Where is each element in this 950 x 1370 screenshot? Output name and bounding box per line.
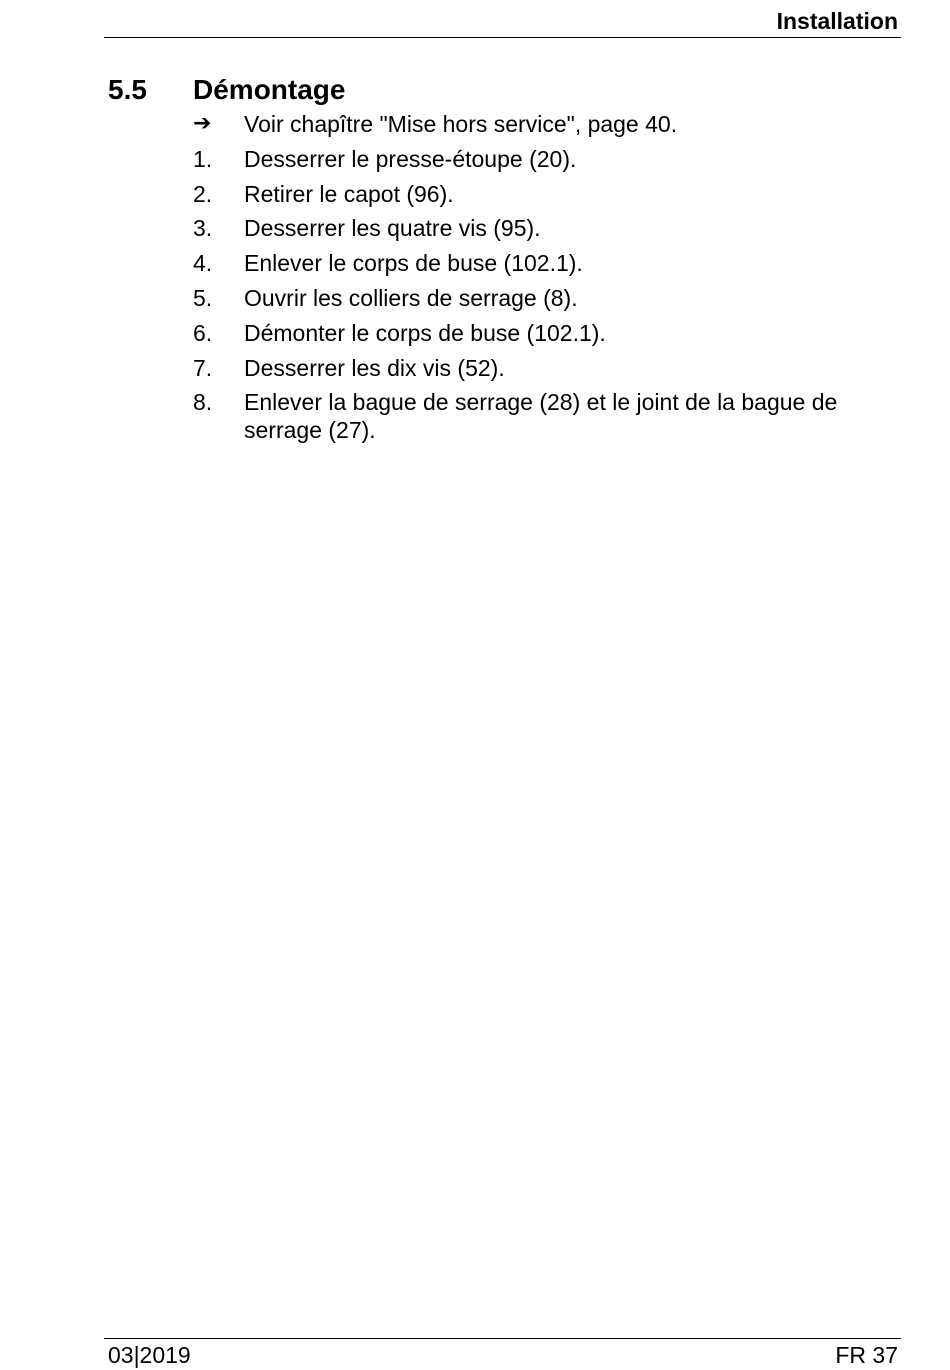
- step-text: Enlever le corps de buse (102.1).: [244, 250, 583, 277]
- step-number: 2.: [193, 180, 213, 207]
- footer-divider: [104, 1338, 901, 1339]
- step-text: Desserrer les quatre vis (95).: [244, 215, 541, 242]
- step-text: Retirer le capot (96).: [244, 180, 454, 207]
- section-number: 5.5: [108, 74, 147, 105]
- step-text: Desserrer les dix vis (52).: [244, 354, 505, 381]
- step-number: 6.: [193, 319, 213, 346]
- step-text: Voir chapître "Mise hors service", page 40.: [244, 111, 678, 137]
- cross-reference-step: [193, 110, 883, 138]
- header-divider: [104, 37, 901, 38]
- list-item: [193, 388, 883, 444]
- list-item: [193, 249, 883, 277]
- page-number: FR 37: [835, 1342, 898, 1368]
- list-item: [193, 214, 883, 242]
- arrow-right-icon: ➔: [193, 111, 212, 136]
- running-header-title: Installation: [776, 8, 898, 34]
- step-text: Démonter le corps de buse (102.1).: [244, 319, 606, 346]
- step-number: 8.: [193, 389, 213, 416]
- step-text: Desserrer le presse-étoupe (20).: [244, 145, 577, 172]
- list-item: [193, 284, 883, 312]
- list-item: [193, 180, 883, 208]
- step-text: Ouvrir les colliers de serrage (8).: [244, 284, 578, 311]
- footer-date: 03|2019: [108, 1342, 191, 1368]
- step-number: 7.: [193, 354, 213, 381]
- step-text: Enlever la bague de serrage (28) et le joint de la bague de serrage (27).: [244, 389, 838, 444]
- step-number: 3.: [193, 215, 213, 242]
- list-item: [193, 145, 883, 173]
- step-number: 5.: [193, 284, 213, 311]
- section-title: Démontage: [193, 74, 346, 105]
- step-number: 1.: [193, 145, 213, 172]
- step-number: 4.: [193, 250, 213, 277]
- list-item: [193, 319, 883, 347]
- procedure-steps: [193, 110, 883, 451]
- list-item: [193, 354, 883, 382]
